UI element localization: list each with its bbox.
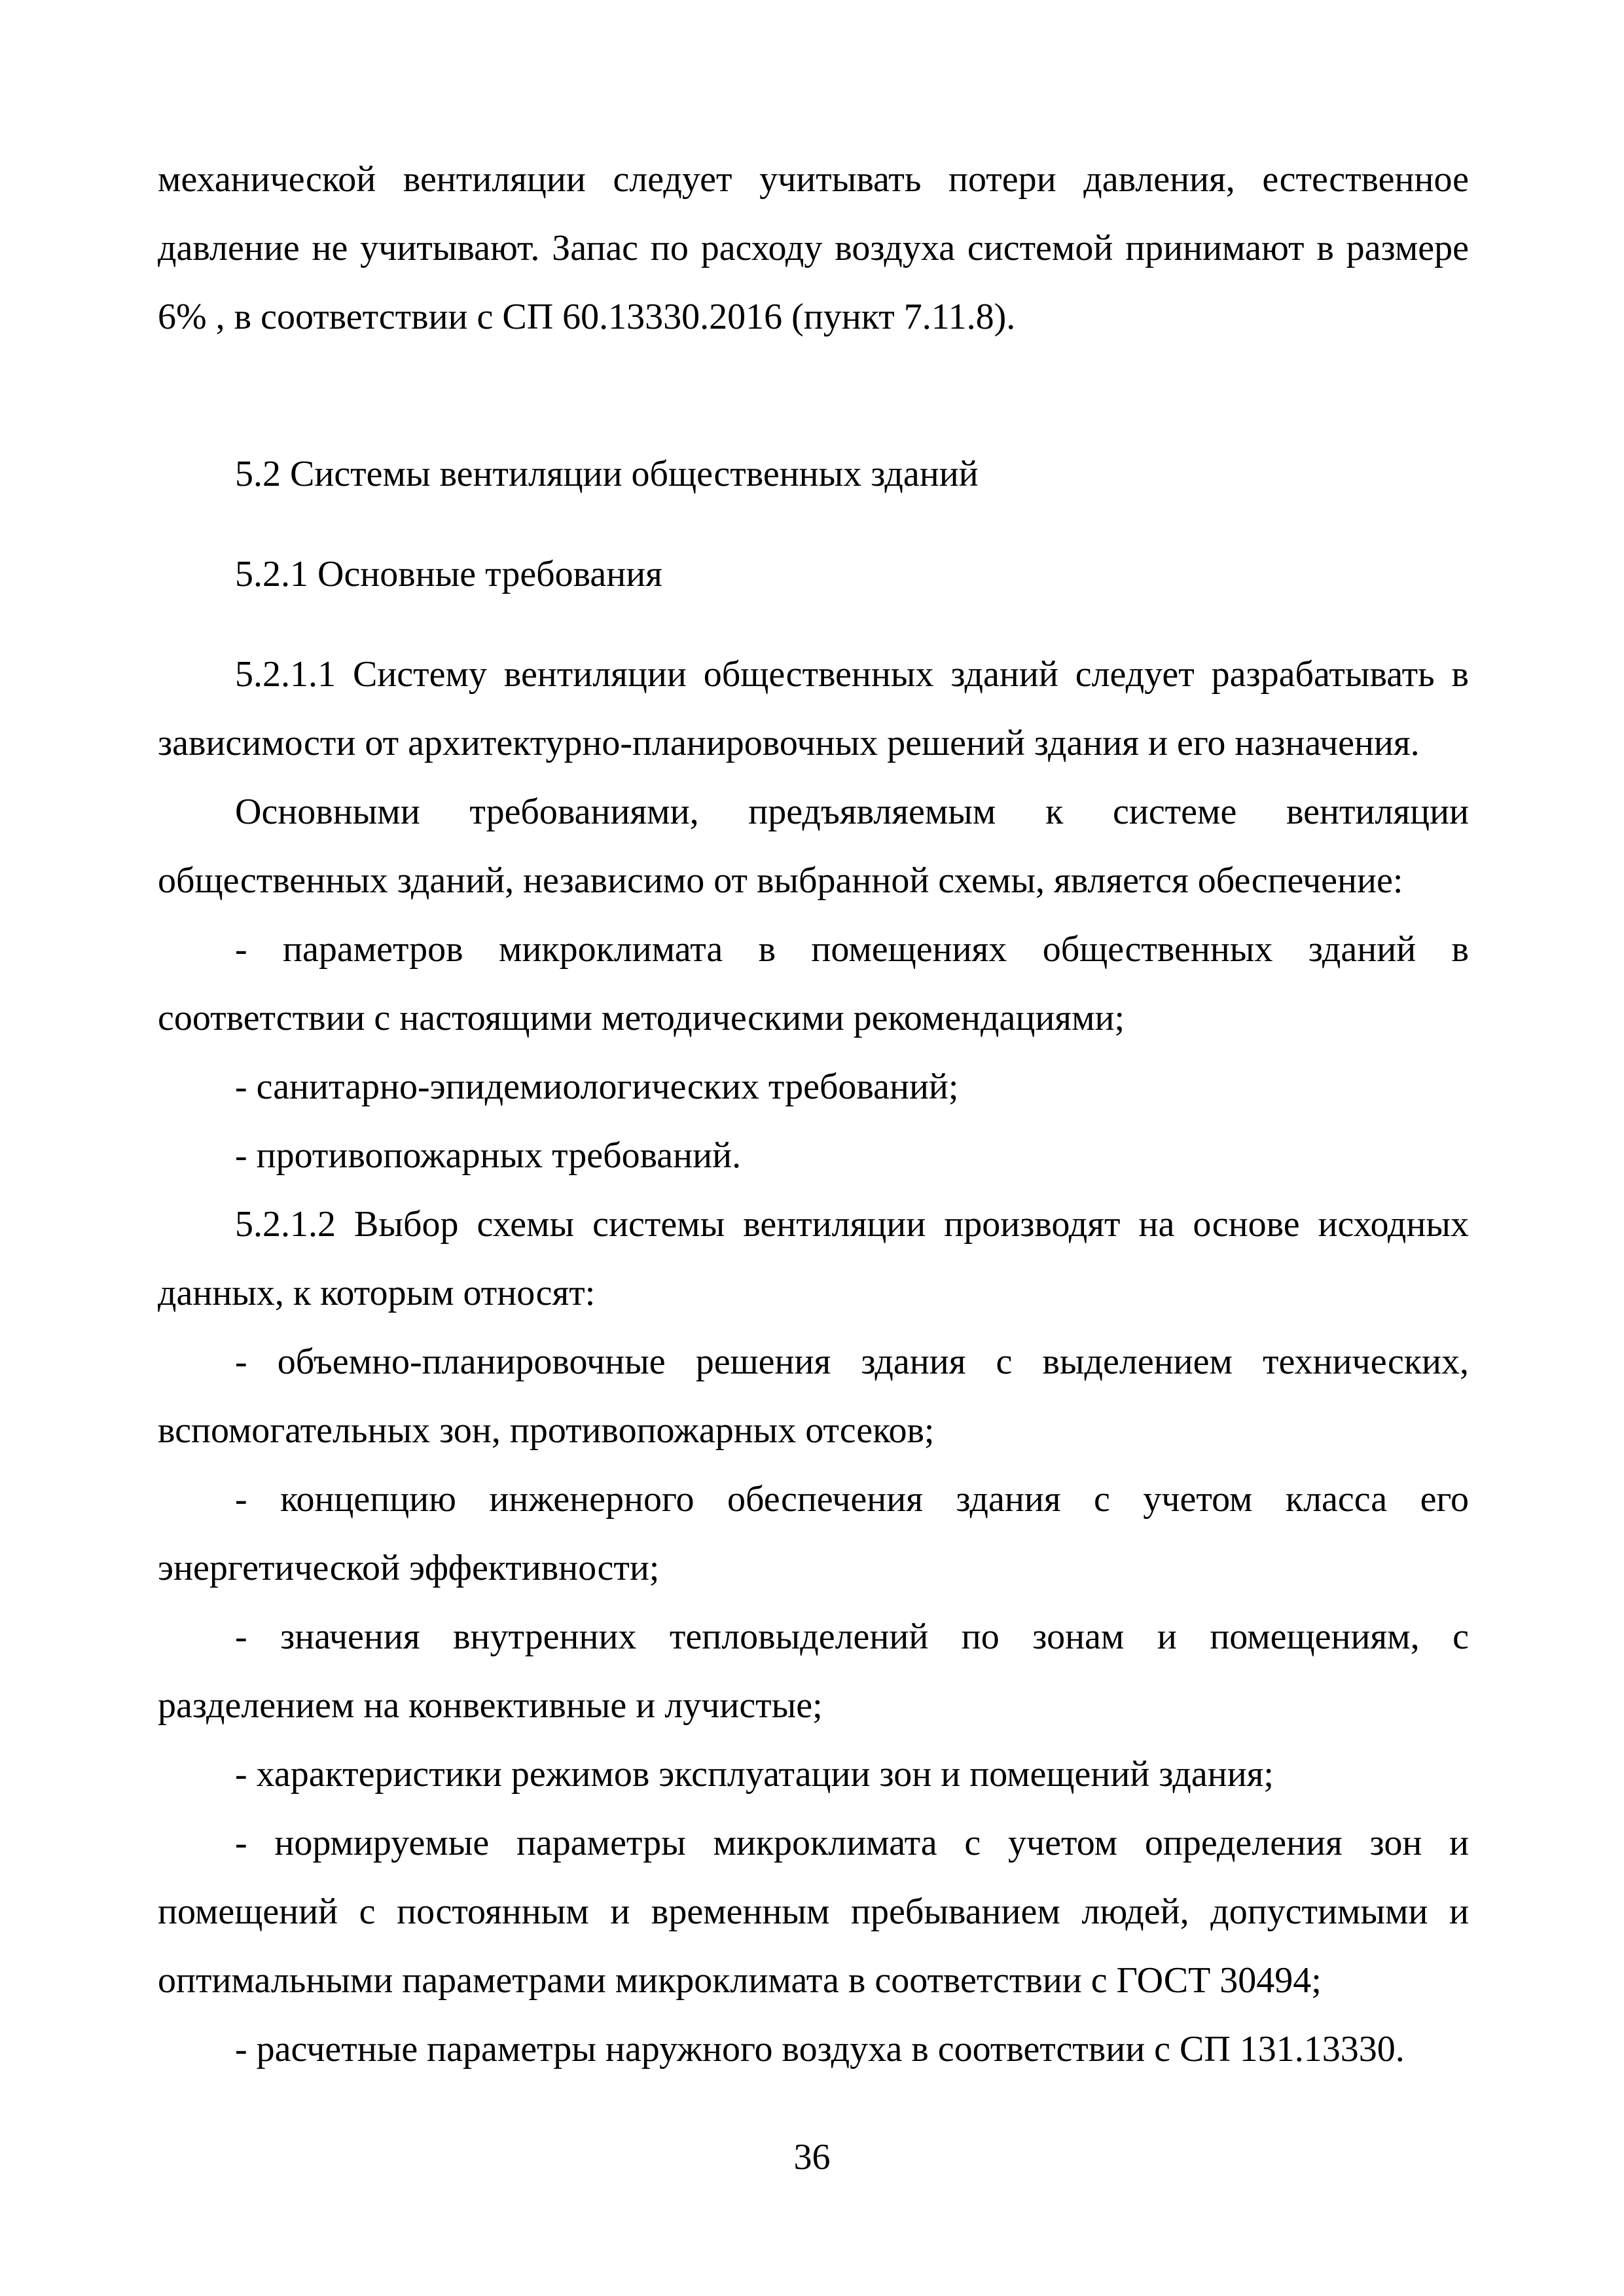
list-item-operation-modes: - характеристики режимов эксплуатации зон и помещений здания; xyxy=(235,1754,1274,1795)
list-item-microclimate-params: - нормируемые параметры микроклимата с учетом определения зон и помещений с постоянным и временным пребыванием людей, допустимыми и оптимальными параметрами микроклимата в соответствии с ГОСТ 30494; xyxy=(158,1823,1469,2001)
page-body xyxy=(158,145,1469,2084)
section-heading-5-2: 5.2 Системы вентиляции общественных зданий xyxy=(235,454,979,494)
subsection-heading-5-2-1: 5.2.1 Основные требования xyxy=(235,554,662,594)
list-item-sanitary: - санитарно-эпидемиологических требований; xyxy=(235,1066,959,1107)
list-item-engineering-concept: - концепцию инженерного обеспечения здания с учетом класса его энергетической эффективности; xyxy=(158,1479,1469,1588)
list-item-outdoor-air: - расчетные параметры наружного воздуха в соответствии с СП 131.13330. xyxy=(235,2029,1405,2069)
paragraph-5-2-1-2: 5.2.1.2 Выбор схемы системы вентиляции производят на основе исходных данных, к которым относят: xyxy=(158,1204,1469,1313)
list-item-heat-gains: - значения внутренних тепловыделений по зонам и помещениям, с разделением на конвективные и лучистые; xyxy=(158,1616,1469,1726)
paragraph-continuation: механической вентиляции следует учитывать потери давления, естественное давление не учитывают. Запас по расходу воздуха системой принимают в размере 6% , в соответствии с СП 60.13330.2016 (пункт 7.11.8). xyxy=(158,159,1469,337)
list-item-planning-solutions: - объемно-планировочные решения здания с выделением технических, вспомогательных зон, противопожарных отсеков; xyxy=(158,1341,1469,1451)
page-number: 36 xyxy=(793,2137,831,2178)
list-item-microclimate: - параметров микроклимата в помещениях общественных зданий в соответствии с настоящими методическими рекомендациями; xyxy=(158,929,1469,1038)
list-item-fire-safety: - противопожарных требований. xyxy=(235,1135,742,1176)
paragraph-main-requirements: Основными требованиями, предъявляемым к системе вентиляции общественных зданий, независимо от выбранной схемы, является обеспечение: xyxy=(158,792,1469,901)
paragraph-5-2-1-1: 5.2.1.1 Систему вентиляции общественных зданий следует разрабатывать в зависимости от архитектурно-планировочных решений здания и его назначения. xyxy=(158,654,1469,763)
